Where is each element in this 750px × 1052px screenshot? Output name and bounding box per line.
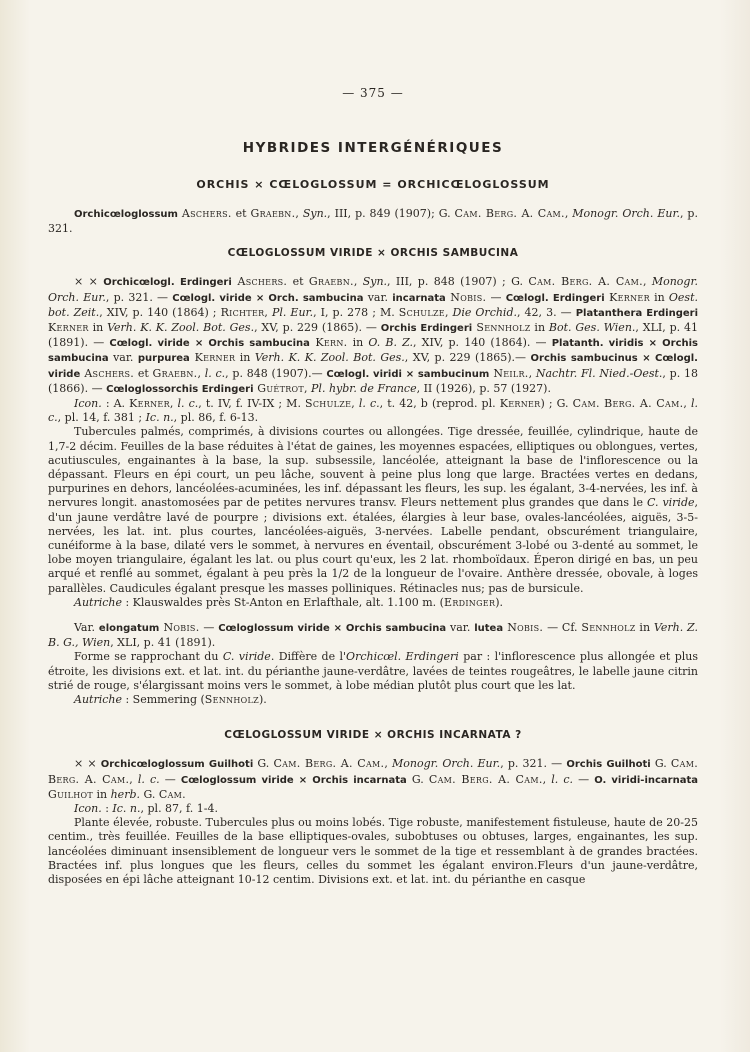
text-run: , II (1926), p. 57 (1927). [416, 381, 551, 395]
text-run: in [235, 351, 255, 365]
text-run: Aschers. [80, 366, 135, 380]
text-run: , [353, 275, 363, 289]
text-run: var. [108, 351, 138, 365]
text-run: : A. [101, 397, 130, 411]
text-run: Bot. Ges. Wien. [548, 321, 636, 335]
text-run: , [384, 757, 393, 771]
text-run: : Klauswaldes près St-Anton en Erlafthale, alt. 1.100 m. ( [121, 595, 444, 609]
text-run: Richter [220, 305, 265, 319]
text-run: , p. 848 (1907).— [225, 366, 327, 380]
text-run: Platanthera Erdingeri [575, 307, 699, 319]
text-run: l. c. [551, 772, 574, 786]
text-run: , XLI, p. 41 (1891). — [48, 321, 699, 350]
text-run: O. viridi-incarnata [594, 774, 698, 786]
text-run: Cam. Berg. A. Cam. [428, 772, 543, 786]
variety-locality [48, 693, 698, 707]
text-run: : [101, 801, 113, 815]
text-run: par : l'inflorescence plus allongée et plus étroite, les divisions ext. et lat. int. du périanthe jaune-verdâtre, lavées de teintes rougeâtres, le labelle jaune citrin strié de rouge, s'élargissant moins vers le sommet, à lobe médian plutôt plus court que les lat. [48, 650, 698, 692]
text-run: , III, p. 848 (1907) ; G. [387, 275, 529, 289]
text-run: Die Orchid. [452, 305, 517, 319]
text-run: Sennholz [581, 621, 636, 635]
text-run: , [351, 397, 359, 411]
text-run: in [88, 321, 108, 335]
text-run: , pl. 86, f. 6-13. [173, 411, 259, 425]
text-run: in [92, 787, 111, 801]
page-number: — 375 — [342, 86, 404, 100]
text-run: Sennholz [204, 693, 259, 707]
text-run: var. [446, 621, 475, 635]
text-run: Oest. bot. Zeit. [48, 290, 698, 319]
synonymy-paragraph [48, 275, 698, 397]
text-run: Aschers. [181, 207, 232, 220]
text-run: , [683, 397, 691, 411]
text-run: Cam. Berg. A. Cam. [48, 757, 699, 786]
text-run: , XIV, p. 140 (1864). — [413, 336, 552, 350]
text-run: Verh. Z. B. G., Wien [48, 621, 698, 650]
text-run: , p. 321. [48, 207, 698, 236]
locality-line [48, 596, 698, 610]
text-run: Orchicœloglossum Guilhoti [100, 759, 254, 771]
variety-description [48, 650, 698, 693]
text-run: l. c. [137, 772, 160, 786]
text-run: C. viride [222, 650, 271, 664]
text-run: , t. 42, b (reprod. pl. [379, 397, 500, 411]
page-title: HYBRIDES INTERGÉNÉRIQUES [242, 140, 504, 156]
text-run: Orchicœlogl. Erdingeri [103, 277, 232, 289]
text-run: Icon. [74, 397, 102, 411]
text-run: Graebn. [250, 207, 296, 220]
text-run: — [159, 772, 181, 786]
genus-reference [48, 207, 698, 236]
text-run: Icon. [74, 801, 102, 815]
text-run: Cam. Berg. A. Cam. [528, 275, 643, 289]
text-run: Sennholz [472, 321, 531, 335]
text-run: et [287, 275, 309, 289]
text-run: Plante élevée, robuste. Tubercules plus ou moins lobés. Tige robuste, manifestement fistuleuse, haute de 20-25 centim., très feuillée. Feuilles de la base elliptiques-ovales, subobtuses ou obtuses, larges, engainantes, les sup. lancéolées diminuant insensiblement de longueur vers le sommet de la tige et ressemblant à de grandes bractées. Bractées inf. plus longues que les fleurs, celles du sommet les égalant environ.Fleurs d'un jaune-verdâtre, disposées en épi lâche atteignant 10-12 centim. Divisions ext. et lat. int. du périanthe en casque [48, 816, 698, 886]
text-run: Graebn. [308, 275, 354, 289]
text-run: herb. [110, 787, 140, 801]
text-run: ) ; G. [540, 397, 573, 411]
text-run: , XIV, p. 140 (1864) ; [99, 305, 221, 319]
text-run: , [295, 207, 303, 220]
text-run: Pl. Eur. [271, 305, 314, 319]
text-run: Pl. hybr. de France [311, 381, 417, 395]
text-run: Neilr. [489, 366, 529, 380]
text-run: , d'un jaune verdâtre lavé de pourpre ; divisions ext. étalées, élargies à leur base, ovales-lancéolées, aiguës, 3-5-nervées, les lat. int. plus courtes, lancéolées-aiguës, 3-nervées. Labelle pendant, obscurément triangulaire, cunéiforme à la base, dilaté vers le sommet, à nervures en éventail, obscurément 3-lobé ou 3-denté au sommet, le lobe moyen triangulaire, égalant les lat. ou plus court qu'eux, les 2 lat. rhomboïdaux. Éperon dirigé en bas, un peu arqué et renflé au sommet, égalant à peu près la 1/2 de la longueur de l'ovaire. Anthère dressée, obovale, à loges parallèles. Caudicules égalant presque les masses polliniques. Rétinacles nus; pas de bursicule. [48, 496, 699, 595]
text-run: Nachtr. Fl. Nied.-Oest. [535, 366, 663, 380]
section-heading-sambucina: CŒLOGLOSSUM VIRIDE × ORCHIS SAMBUCINA [227, 247, 519, 260]
text-run: Autriche [74, 693, 122, 707]
text-run: , [304, 381, 312, 395]
text-run: G. [650, 757, 671, 771]
text-run: Kerner [48, 321, 89, 335]
text-run: et [134, 366, 153, 380]
text-run: l. c. [204, 366, 226, 380]
text-run: Verh. K. K. Zool. Bot. Ges. [107, 321, 255, 335]
text-run: Cœloglossum viride × Orchis incarnata [180, 774, 407, 786]
text-run: Orchis Erdingeri [380, 323, 473, 335]
text-run: , [564, 207, 573, 220]
text-run: Kerner [499, 397, 541, 411]
text-run: × × [74, 275, 104, 289]
text-run: , pl. 87, f. 1-4. [140, 801, 218, 815]
text-run: G. [406, 772, 429, 786]
text-run: var. [363, 290, 393, 304]
text-run: Cœlogl. viride × Orch. sambucina [172, 292, 364, 304]
text-run: Nobis. [503, 621, 544, 635]
text-run: Kerner [129, 397, 170, 411]
text-run: , [169, 397, 178, 411]
text-run: Syn. [302, 207, 328, 220]
text-run: Orchis Guilhoti [566, 759, 651, 771]
text-run: l. c. [177, 397, 199, 411]
text-run: , [129, 772, 138, 786]
text-run: Monogr. Orch. Eur. [392, 757, 501, 771]
text-run: , [528, 366, 536, 380]
text-run: Platanth. viridis × Orchis sambucina [48, 338, 698, 365]
text-run: : Semmering ( [121, 693, 205, 707]
text-run: ). [258, 693, 267, 707]
text-run: , XV, p. 229 (1865).— [404, 351, 531, 365]
text-run: , t. IV, f. IV-IX ; M. [198, 397, 306, 411]
text-run: Cœloglossorchis Erdingeri [106, 383, 254, 395]
text-run: , XV, p. 229 (1865). — [254, 321, 381, 335]
text-run: Guétrot [253, 381, 305, 395]
description-paragraph-2 [48, 816, 698, 887]
text-run: Cam. [158, 787, 186, 801]
text-run: — [199, 621, 219, 635]
text-run: Tubercules palmés, comprimés, à divisions courtes ou allongées. Tige dressée, feuillée, cylindrique, haute de 1,7-2 décim. Feuilles de la base réduites à l'état de gaines, les moyennes espacées, elliptiques ou oblongues, vertes, acutiuscules, engainantes à la base, la sup. subsessile, lancéolée, atteignant la base de l'inflorescence ou la dépassant. Fleurs en épi court, un peu lâche, souvent à peine plus long que large. Bractées vertes en dedans, purpurines en dehors, lancéolées-acuminées, les inf. dépassant les fleurs, les sup. les égalant, 3-4-nervées, les inf. à nervures longit. anastomosées par de petites nervures transv. Fleurs nettement plus grandes que dans le [48, 425, 698, 510]
variety-paragraph [48, 621, 698, 650]
text-run: Aschers. [231, 275, 288, 289]
synonymy-paragraph-2 [48, 757, 698, 802]
icon-reference [48, 397, 698, 425]
text-run: Monogr. Orch. Eur. [48, 275, 698, 304]
text-run: , XLI, p. 41 (1891). [110, 636, 216, 650]
text-run: , pl. 14, f. 381 ; [57, 411, 146, 425]
text-run: Cam. Berg. A. Cam. [454, 207, 565, 220]
text-run: — Cf. [543, 621, 582, 635]
text-run: Cam. Berg. A. Cam. [273, 757, 385, 771]
text-run: Nobis. [445, 290, 487, 304]
text-run: Syn. [362, 275, 388, 289]
text-run: elongatum [98, 623, 160, 635]
text-run: , 42, 3. — [517, 305, 576, 319]
text-run: , p. 18 (1866). — [48, 366, 698, 395]
text-run: , [444, 305, 453, 319]
text-run: G. [253, 757, 274, 771]
text-run: , [642, 275, 652, 289]
text-run: Erdinger [443, 595, 496, 609]
text-run: Cœloglossum viride × Orchis sambucina [218, 623, 447, 635]
text-run: — [573, 772, 595, 786]
text-run: l. c. [48, 397, 698, 425]
text-run: O. B. Z. [368, 336, 414, 350]
text-run: Kerner [189, 351, 236, 365]
text-run: Orchis sambucinus × Cœlogl. viride [48, 353, 698, 380]
text-run: — [486, 290, 506, 304]
text-run: in [649, 290, 669, 304]
text-run: ). [495, 595, 504, 609]
text-run: et [231, 207, 251, 220]
text-run: Guilhot [48, 787, 93, 801]
text-run: Monogr. Orch. Eur. [572, 207, 680, 220]
genus-heading: ORCHIS × CŒLOGLOSSUM = ORCHICŒLOGLOSSUM [196, 178, 550, 191]
text-run: in [347, 336, 369, 350]
text-run: C. viride [646, 496, 695, 510]
text-run: , [542, 772, 552, 786]
text-run: × × [74, 757, 101, 771]
text-run: G. [139, 787, 159, 801]
text-run: Forme se rapprochant du [74, 650, 223, 664]
text-run: Orchicœloglossum [74, 209, 182, 220]
text-run: , III, p. 849 (1907); G. [327, 207, 455, 220]
text-run: , p. 321. — [500, 757, 567, 771]
text-run: . Diffère de l' [270, 650, 347, 664]
text-run: Schulze [398, 305, 445, 319]
text-run: , I, p. 278 ; M. [313, 305, 399, 319]
text-run: Cœlogl. viridi × sambucinum [326, 368, 490, 380]
section-heading-incarnata: CŒLOGLOSSUM VIRIDE × ORCHIS INCARNATA ? [224, 729, 522, 742]
text-run: Cam. Berg. A. Cam. [572, 397, 684, 411]
text-run: Autriche [74, 595, 122, 609]
text-run: Var. [74, 621, 99, 635]
text-run: Orchicœl. Erdingeri [346, 650, 459, 664]
text-run: , [197, 366, 205, 380]
text-run: incarnata [392, 292, 446, 304]
text-run: Nobis. [159, 621, 200, 635]
text-run: Ic. n. [145, 411, 174, 425]
text-run: lutea [474, 623, 504, 635]
icon-reference-2 [48, 802, 698, 816]
description-paragraph [48, 425, 698, 595]
text-run: , p. 321. — [105, 290, 173, 304]
text-run: l. c. [358, 397, 380, 411]
text-run: Kern. [309, 336, 348, 350]
text-run: , [264, 305, 272, 319]
text-run: Kerner [604, 290, 650, 304]
text-run: in [635, 621, 654, 635]
text-run: Ic. n. [112, 801, 141, 815]
text-run: in [530, 321, 549, 335]
text-run: purpurea [137, 353, 190, 365]
text-run: Cœlogl. Erdingeri [505, 292, 605, 304]
text-run: Verh. K. K. Zool. Bot. Ges. [254, 351, 405, 365]
text-run: Cœlogl. viride × Orchis sambucina [109, 338, 310, 350]
text-run: Graebn. [152, 366, 198, 380]
text-run: Schulze [305, 397, 352, 411]
